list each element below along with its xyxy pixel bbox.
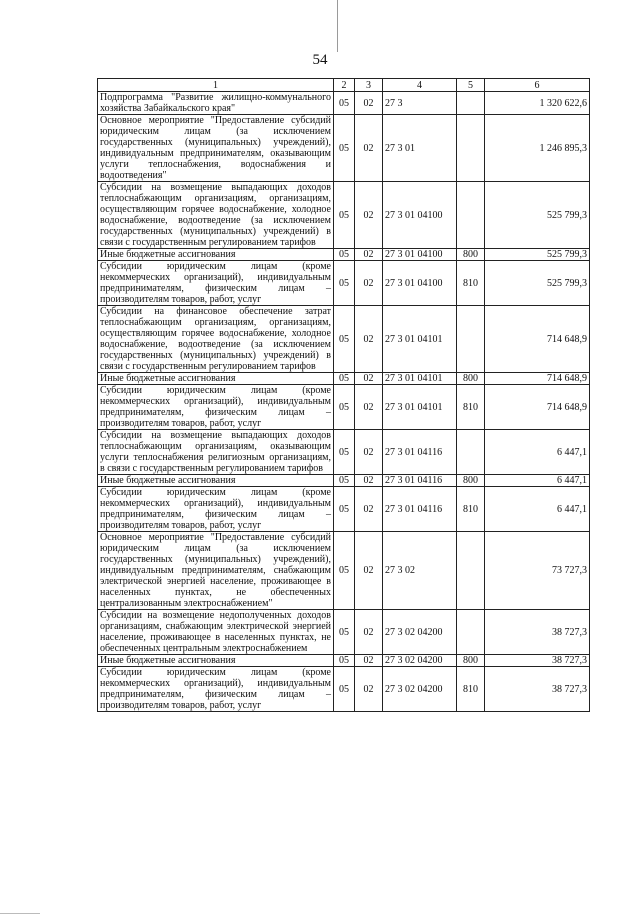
row-subsection: 02 <box>355 532 383 610</box>
table-row <box>98 373 590 385</box>
row-subsection: 02 <box>355 655 383 667</box>
row-target-article: 27 3 <box>383 92 457 115</box>
row-expense-type: 800 <box>457 655 485 667</box>
row-subsection: 02 <box>355 475 383 487</box>
header-col-3: 3 <box>355 79 383 92</box>
table-row <box>98 667 590 712</box>
table-row <box>98 532 590 610</box>
table-row <box>98 92 590 115</box>
row-subsection: 02 <box>355 385 383 430</box>
row-name: Субсидии юридическим лицам (кроме некоммерческих организаций), индивидуальным предпринимателям, физическим лицам – производителям товаров, работ, услуг <box>98 261 334 306</box>
row-section: 05 <box>334 92 355 115</box>
table-header-row <box>98 79 590 92</box>
row-amount: 6 447,1 <box>485 487 590 532</box>
row-target-article: 27 3 01 04100 <box>383 261 457 306</box>
table-row <box>98 430 590 475</box>
row-expense-type <box>457 182 485 249</box>
row-subsection: 02 <box>355 610 383 655</box>
row-subsection: 02 <box>355 487 383 532</box>
row-target-article: 27 3 01 04116 <box>383 487 457 532</box>
row-name: Субсидии на возмещение выпадающих доходов теплоснабжающим организациям, организациям, осуществляющим горячее водоснабжение, холодное водоснабжение, водоотведение (за исключением государственных (муниципальных) учреждений) в связи с государственным регулированием тарифов <box>98 182 334 249</box>
row-amount: 6 447,1 <box>485 430 590 475</box>
row-target-article: 27 3 01 04116 <box>383 430 457 475</box>
row-target-article: 27 3 02 <box>383 532 457 610</box>
budget-table <box>97 78 590 712</box>
row-section: 05 <box>334 667 355 712</box>
row-section: 05 <box>334 385 355 430</box>
row-expense-type: 810 <box>457 261 485 306</box>
row-target-article: 27 3 02 04200 <box>383 610 457 655</box>
row-name: Иные бюджетные ассигнования <box>98 373 334 385</box>
row-name: Основное мероприятие "Предоставление субсидий юридическим лицам (за исключением государственных (муниципальных) учреждений), индивидуальным предпринимателям, оказывающим услуги теплоснабжения, водоснабжения и водоотведения" <box>98 115 334 182</box>
row-section: 05 <box>334 655 355 667</box>
row-name: Иные бюджетные ассигнования <box>98 249 334 261</box>
row-section: 05 <box>334 475 355 487</box>
row-section: 05 <box>334 430 355 475</box>
row-target-article: 27 3 02 04200 <box>383 655 457 667</box>
row-target-article: 27 3 01 04101 <box>383 385 457 430</box>
row-section: 05 <box>334 182 355 249</box>
row-target-article: 27 3 01 04100 <box>383 182 457 249</box>
row-subsection: 02 <box>355 182 383 249</box>
row-expense-type: 800 <box>457 249 485 261</box>
fold-line <box>337 0 338 52</box>
row-expense-type: 810 <box>457 667 485 712</box>
row-expense-type <box>457 532 485 610</box>
row-section: 05 <box>334 532 355 610</box>
table-row <box>98 261 590 306</box>
row-target-article: 27 3 01 04101 <box>383 373 457 385</box>
row-name: Субсидии на возмещение выпадающих доходов теплоснабжающим организациям, оказывающим услуги теплоснабжения религиозным организациям, в связи с государственным регулированием тарифов <box>98 430 334 475</box>
header-col-6: 6 <box>485 79 590 92</box>
page-number: 54 <box>312 52 328 68</box>
row-expense-type: 810 <box>457 385 485 430</box>
row-amount: 1 320 622,6 <box>485 92 590 115</box>
row-target-article: 27 3 01 04116 <box>383 475 457 487</box>
row-subsection: 02 <box>355 667 383 712</box>
row-amount: 38 727,3 <box>485 667 590 712</box>
row-section: 05 <box>334 261 355 306</box>
row-name: Субсидии юридическим лицам (кроме некоммерческих организаций), индивидуальным предпринимателям, физическим лицам – производителям товаров, работ, услуг <box>98 385 334 430</box>
row-subsection: 02 <box>355 306 383 373</box>
row-name: Субсидии на финансовое обеспечение затрат теплоснабжающим организациям, организациям, осуществляющим горячее водоснабжение, холодное водоснабжение, водоотведение (за исключением государственных (муниципальных) учреждений) в связи с государственным регулированием тарифов <box>98 306 334 373</box>
row-expense-type: 810 <box>457 487 485 532</box>
row-amount: 714 648,9 <box>485 385 590 430</box>
row-subsection: 02 <box>355 261 383 306</box>
row-target-article: 27 3 01 04101 <box>383 306 457 373</box>
header-col-5: 5 <box>457 79 485 92</box>
row-name: Субсидии юридическим лицам (кроме некоммерческих организаций), индивидуальным предпринимателям, физическим лицам – производителям товаров, работ, услуг <box>98 487 334 532</box>
row-target-article: 27 3 01 04100 <box>383 249 457 261</box>
row-section: 05 <box>334 487 355 532</box>
row-amount: 714 648,9 <box>485 306 590 373</box>
header-col-4: 4 <box>383 79 457 92</box>
row-name: Субсидии юридическим лицам (кроме некоммерческих организаций), индивидуальным предпринимателям, физическим лицам – производителям товаров, работ, услуг <box>98 667 334 712</box>
row-expense-type <box>457 92 485 115</box>
row-expense-type: 800 <box>457 475 485 487</box>
row-amount: 38 727,3 <box>485 610 590 655</box>
row-subsection: 02 <box>355 373 383 385</box>
row-expense-type <box>457 115 485 182</box>
row-amount: 73 727,3 <box>485 532 590 610</box>
row-expense-type: 800 <box>457 373 485 385</box>
row-target-article: 27 3 02 04200 <box>383 667 457 712</box>
row-section: 05 <box>334 306 355 373</box>
row-section: 05 <box>334 115 355 182</box>
row-section: 05 <box>334 373 355 385</box>
table-row <box>98 385 590 430</box>
row-target-article: 27 3 01 <box>383 115 457 182</box>
row-amount: 714 648,9 <box>485 373 590 385</box>
row-expense-type <box>457 306 485 373</box>
row-section: 05 <box>334 610 355 655</box>
row-name: Основное мероприятие "Предоставление субсидий юридическим лицам (за исключением государственных (муниципальных) учреждений), индивидуальным предпринимателям, снабжающим электрической энергией население, проживающее в населенных пунктах, не обеспеченных централизованным электроснабжением" <box>98 532 334 610</box>
row-expense-type <box>457 430 485 475</box>
row-amount: 525 799,3 <box>485 249 590 261</box>
row-name: Иные бюджетные ассигнования <box>98 655 334 667</box>
row-subsection: 02 <box>355 115 383 182</box>
row-name: Субсидии на возмещение недополученных доходов организациям, снабжающим электрической энергией население, проживающее в населенных пунктах, не обеспеченных центральным электроснабжением <box>98 610 334 655</box>
row-subsection: 02 <box>355 430 383 475</box>
row-amount: 525 799,3 <box>485 182 590 249</box>
table-row <box>98 655 590 667</box>
table-row <box>98 487 590 532</box>
row-amount: 6 447,1 <box>485 475 590 487</box>
row-section: 05 <box>334 249 355 261</box>
row-amount: 525 799,3 <box>485 261 590 306</box>
row-expense-type <box>457 610 485 655</box>
row-subsection: 02 <box>355 92 383 115</box>
table-row <box>98 475 590 487</box>
table-row <box>98 306 590 373</box>
table-row <box>98 610 590 655</box>
table-row <box>98 182 590 249</box>
table-row <box>98 249 590 261</box>
row-name: Иные бюджетные ассигнования <box>98 475 334 487</box>
header-col-1: 1 <box>98 79 334 92</box>
table-row <box>98 115 590 182</box>
row-name: Подпрограмма "Развитие жилищно-коммунального хозяйства Забайкальского края" <box>98 92 334 115</box>
row-subsection: 02 <box>355 249 383 261</box>
header-col-2: 2 <box>334 79 355 92</box>
row-amount: 1 246 895,3 <box>485 115 590 182</box>
row-amount: 38 727,3 <box>485 655 590 667</box>
